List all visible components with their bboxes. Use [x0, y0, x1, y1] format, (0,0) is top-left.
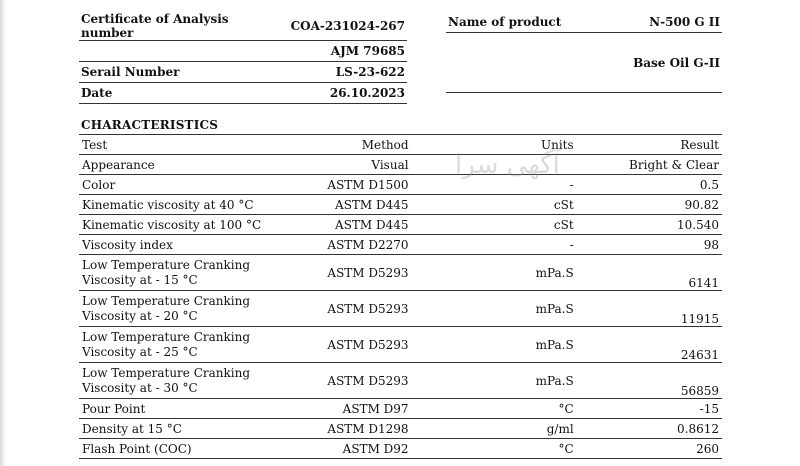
date-label: Date	[79, 83, 283, 104]
table-row	[79, 363, 722, 399]
test-name	[79, 327, 320, 363]
coa-label: Certificate of Analysis number	[79, 12, 283, 41]
test-units: cSt	[412, 215, 577, 235]
test-method: ASTM D5293	[320, 327, 412, 363]
test-name-line2: Viscosity at - 20 °C	[82, 308, 198, 323]
test-name	[79, 291, 320, 327]
product-label: Name of product	[446, 12, 601, 33]
product-type: Base Oil G-II	[601, 33, 722, 93]
column-header-test: Test	[79, 135, 320, 155]
table-row	[79, 195, 722, 215]
table-row	[79, 215, 722, 235]
test-method: ASTM D97	[320, 399, 412, 419]
test-units: °C	[412, 399, 577, 419]
test-name-line2: Viscosity at - 30 °C	[82, 380, 198, 395]
test-name-line1: Low Temperature Cranking	[82, 365, 251, 380]
test-name-line1: Low Temperature Cranking	[82, 329, 251, 344]
test-method: ASTM D1500	[320, 175, 412, 195]
test-result: Bright & Clear	[577, 155, 722, 175]
test-name: Viscosity index	[79, 235, 320, 255]
test-method: ASTM D5293	[320, 291, 412, 327]
characteristics-title: CHARACTERISTICS	[81, 118, 219, 132]
test-result: 56859	[577, 363, 722, 399]
test-units: mPa.S	[412, 363, 577, 399]
test-units: mPa.S	[412, 255, 577, 291]
test-name-line1: Low Temperature Cranking	[82, 293, 251, 308]
column-header-units: Units	[412, 135, 577, 155]
test-units: -	[412, 235, 577, 255]
test-units: -	[412, 175, 577, 195]
test-units: °C	[412, 439, 577, 459]
serial-label: Serail Number	[79, 62, 283, 83]
watermark-text: آگهی سرا	[455, 150, 560, 180]
test-name-line2: Viscosity at - 15 °C	[82, 272, 198, 287]
test-result: 11915	[577, 291, 722, 327]
test-name	[79, 363, 320, 399]
test-method: ASTM D5293	[320, 255, 412, 291]
date-value: 26.10.2023	[283, 83, 407, 104]
test-name-line2: Viscosity at - 25 °C	[82, 344, 198, 359]
test-name: Kinematic viscosity at 100 °C	[79, 215, 320, 235]
test-method: ASTM D5293	[320, 363, 412, 399]
table-row	[79, 175, 722, 195]
test-name: Density at 15 °C	[79, 419, 320, 439]
table-row	[79, 155, 722, 175]
test-name-line1: Low Temperature Cranking	[82, 257, 251, 272]
product-value: N-500 G II	[601, 12, 722, 33]
test-method: ASTM D2270	[320, 235, 412, 255]
table-row	[79, 255, 722, 291]
test-result: 6141	[577, 255, 722, 291]
test-result: 24631	[577, 327, 722, 363]
test-result: 0.5	[577, 175, 722, 195]
test-result: 0.8612	[577, 419, 722, 439]
column-header-result: Result	[577, 135, 722, 155]
product-info-table	[446, 12, 722, 93]
test-units: g/ml	[412, 419, 577, 439]
table-header-row	[79, 135, 722, 155]
test-name: Flash Point (COC)	[79, 439, 320, 459]
coa-value: COA-231024-267	[283, 12, 407, 41]
certificate-info-table	[79, 12, 407, 104]
coa-value-secondary: AJM 79685	[283, 41, 407, 62]
table-row	[79, 291, 722, 327]
test-result: -15	[577, 399, 722, 419]
test-name: Kinematic viscosity at 40 °C	[79, 195, 320, 215]
test-method: ASTM D92	[320, 439, 412, 459]
serial-value: LS-23-622	[283, 62, 407, 83]
test-units: cSt	[412, 195, 577, 215]
test-result: 260	[577, 439, 722, 459]
test-units: mPa.S	[412, 291, 577, 327]
table-row	[79, 327, 722, 363]
test-method: Visual	[320, 155, 412, 175]
table-row	[79, 235, 722, 255]
test-name: Color	[79, 175, 320, 195]
column-header-method: Method	[320, 135, 412, 155]
page-edge-shadow	[0, 0, 6, 466]
table-row	[79, 419, 722, 439]
test-method: ASTM D1298	[320, 419, 412, 439]
table-row	[79, 399, 722, 419]
test-method: ASTM D445	[320, 195, 412, 215]
test-name: Pour Point	[79, 399, 320, 419]
test-result: 98	[577, 235, 722, 255]
table-row	[79, 439, 722, 459]
characteristics-table	[79, 134, 722, 459]
test-name: Appearance	[79, 155, 320, 175]
test-name	[79, 255, 320, 291]
test-units: mPa.S	[412, 327, 577, 363]
test-result: 10.540	[577, 215, 722, 235]
test-method: ASTM D445	[320, 215, 412, 235]
test-result: 90.82	[577, 195, 722, 215]
